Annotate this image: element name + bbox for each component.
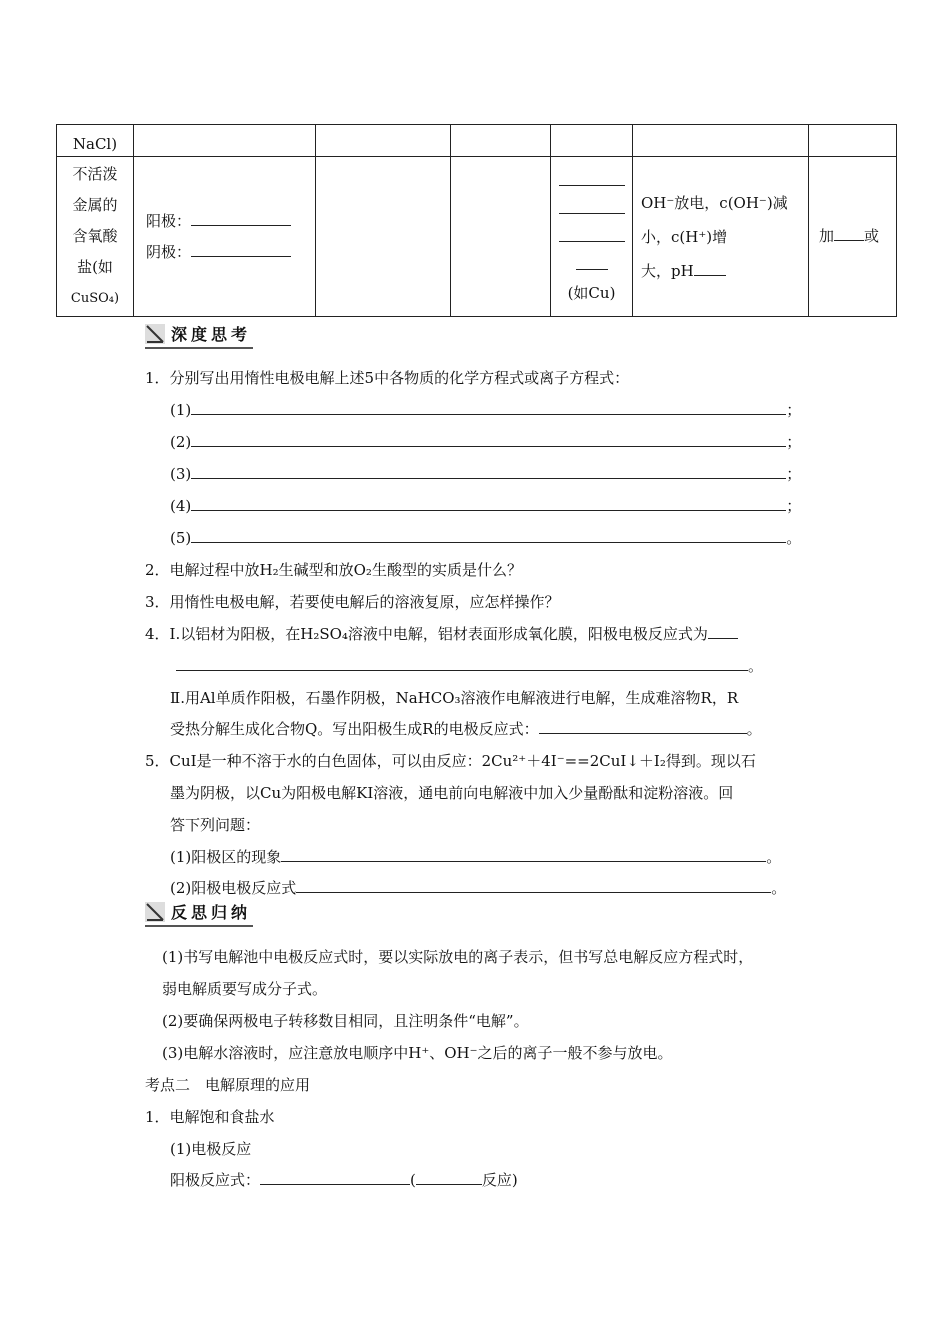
item-number: (5) — [170, 529, 192, 547]
question-5: 5．CuI是一种不溶于水的白色固体，可以由反应：2Cu²⁺＋4I⁻==2CuI↓＋I₂得到。现以石 — [145, 752, 756, 770]
answer-blank[interactable] — [296, 878, 771, 893]
item-end: ； — [786, 497, 802, 515]
answer-blank[interactable] — [176, 656, 748, 671]
q4-part2-line2 — [170, 718, 762, 739]
section-rule — [145, 925, 253, 927]
question-3: 3．用惰性电极电解，若要使电解后的溶液复原，应怎样操作？ — [145, 593, 560, 611]
cathode-label: 阴极： — [146, 242, 192, 261]
paren: ( — [410, 1171, 416, 1189]
restore-blank[interactable] — [834, 224, 864, 241]
reaction-type: 反应) — [481, 1171, 518, 1189]
q5-sub-text: (1)阳极区的现象 — [170, 848, 282, 866]
restore-suffix: 或 — [864, 227, 880, 245]
answer-blank[interactable] — [260, 1170, 410, 1185]
cell-empty — [316, 125, 451, 157]
q1-item — [170, 527, 801, 548]
item-number: (1) — [170, 401, 192, 419]
label-line: CuSO₄) — [70, 291, 120, 306]
line-end: 。 — [771, 879, 787, 897]
table-row-nacl — [57, 125, 897, 157]
answer-blank[interactable] — [708, 624, 738, 639]
answer-blank[interactable] — [416, 1170, 482, 1185]
q5-line: 墨为阴极，以Cu为阳极电解KI溶液，通电前向电解液中加入少量酚酞和淀粉溶液。回 — [170, 784, 734, 802]
question-2: 2．电解过程中放H₂生碱型和放O₂生酸型的实质是什么？ — [145, 561, 522, 579]
reflection-p3: (3)电解水溶液时，应注意放电顺序中H⁺、OH⁻之后的离子一般不参与放电。 — [162, 1044, 673, 1062]
electrolysis-table — [56, 124, 897, 317]
label-line: 含氧酸 — [72, 227, 118, 245]
blank-line[interactable] — [576, 253, 608, 270]
answer-blank[interactable] — [191, 432, 786, 447]
q1-item — [170, 463, 801, 484]
section-reflection — [145, 900, 255, 926]
change-line: 大，pH — [641, 261, 694, 280]
answer-blank[interactable] — [191, 496, 786, 511]
reflection-p1-cont: 弱电解质要写成分子式。 — [162, 980, 328, 998]
reflection-p1: (1)书写电解池中电极反应式时，要以实际放电的离子表示，但书写总电解反应方程式时， — [162, 948, 754, 966]
change-line: OH⁻放电，c(OH⁻)减 — [641, 193, 788, 212]
reflection-p2: (2)要确保两极电子转移数目相同，且注明条件“电解”。 — [162, 1012, 529, 1030]
cell-ph-change — [633, 157, 809, 317]
q5-line: 答下列问题： — [170, 816, 261, 834]
section-corner-icon — [145, 324, 165, 344]
answer-blank[interactable] — [191, 464, 786, 479]
q5-sub-text: (2)阳极电极反应式 — [170, 879, 297, 897]
section-rule — [145, 347, 253, 349]
section-title: 反思归纳 — [171, 903, 252, 922]
example-note: (如Cu) — [567, 283, 616, 302]
cathode-blank[interactable] — [191, 240, 291, 257]
section-deep-thinking — [145, 322, 255, 348]
answer-blank[interactable] — [191, 528, 786, 543]
q4-text: 4．Ⅰ.以铝材为阳极，在H₂SO₄溶液中电解，铝材表面形成氧化膜，阳极电极反应式为 — [145, 625, 708, 643]
anode-blank[interactable] — [191, 209, 291, 226]
item-number: (3) — [170, 465, 192, 483]
q4-answer-line — [176, 655, 763, 676]
blank-line[interactable] — [559, 197, 625, 214]
cell-empty — [134, 125, 316, 157]
q1-item — [170, 495, 801, 516]
cell-electrolyte-type — [551, 157, 633, 317]
ph-blank[interactable] — [694, 259, 726, 276]
q4-part2: Ⅱ.用Al单质作阳极，石墨作阴极，NaHCO₃溶液作电解液进行电解，生成难溶物R，R — [170, 689, 739, 707]
cell-empty — [809, 125, 897, 157]
q5-sub1 — [170, 846, 781, 867]
item-number: (4) — [170, 497, 192, 515]
table-row-cuso4 — [57, 157, 897, 317]
question-1: 1．分别写出用惰性电极电解上述5中各物质的化学方程式或离子方程式： — [145, 369, 630, 387]
q4-text: 受热分解生成化合物Q。写出阳极生成R的电极反应式： — [170, 720, 539, 738]
cell-empty — [316, 157, 451, 317]
q5-sub2 — [170, 877, 786, 898]
change-line: 小，c(H⁺)增 — [641, 227, 728, 246]
anode-reaction-line — [170, 1169, 518, 1190]
cell-empty — [633, 125, 809, 157]
cell-restore — [809, 157, 897, 317]
line-end: 。 — [746, 720, 762, 738]
answer-blank[interactable] — [539, 719, 747, 734]
item-end: ； — [786, 433, 802, 451]
topic-sub-1: (1)电极反应 — [170, 1140, 252, 1158]
answer-blank[interactable] — [191, 400, 786, 415]
question-4 — [145, 623, 738, 644]
label-line: 金属的 — [72, 196, 118, 214]
q1-item — [170, 431, 801, 452]
section-title: 深度思考 — [171, 325, 252, 344]
cell-nacl-label: NaCl) — [57, 125, 134, 157]
q1-item — [170, 399, 801, 420]
blank-line[interactable] — [559, 169, 625, 186]
section-corner-icon — [145, 902, 165, 922]
cell-cuso4-label — [57, 157, 134, 317]
line-end: 。 — [748, 657, 764, 675]
cell-empty — [451, 125, 551, 157]
cell-electrode-reactions — [134, 157, 316, 317]
topic-item-1: 1．电解饱和食盐水 — [145, 1108, 275, 1126]
answer-blank[interactable] — [281, 847, 766, 862]
item-number: (2) — [170, 433, 192, 451]
anode-label: 阳极： — [146, 211, 192, 230]
label-line: 不活泼 — [72, 165, 118, 183]
item-end: ； — [786, 465, 802, 483]
item-end: 。 — [786, 529, 802, 547]
cell-empty — [551, 125, 633, 157]
restore-prefix: 加 — [819, 227, 835, 245]
blank-line[interactable] — [559, 225, 625, 242]
line-end: 。 — [766, 848, 782, 866]
cell-empty — [451, 157, 551, 317]
item-end: ； — [786, 401, 802, 419]
topic-heading: 考点二 电解原理的应用 — [145, 1076, 311, 1094]
label-line: 盐(如 — [77, 258, 113, 276]
anode-label: 阳极反应式： — [170, 1171, 261, 1189]
